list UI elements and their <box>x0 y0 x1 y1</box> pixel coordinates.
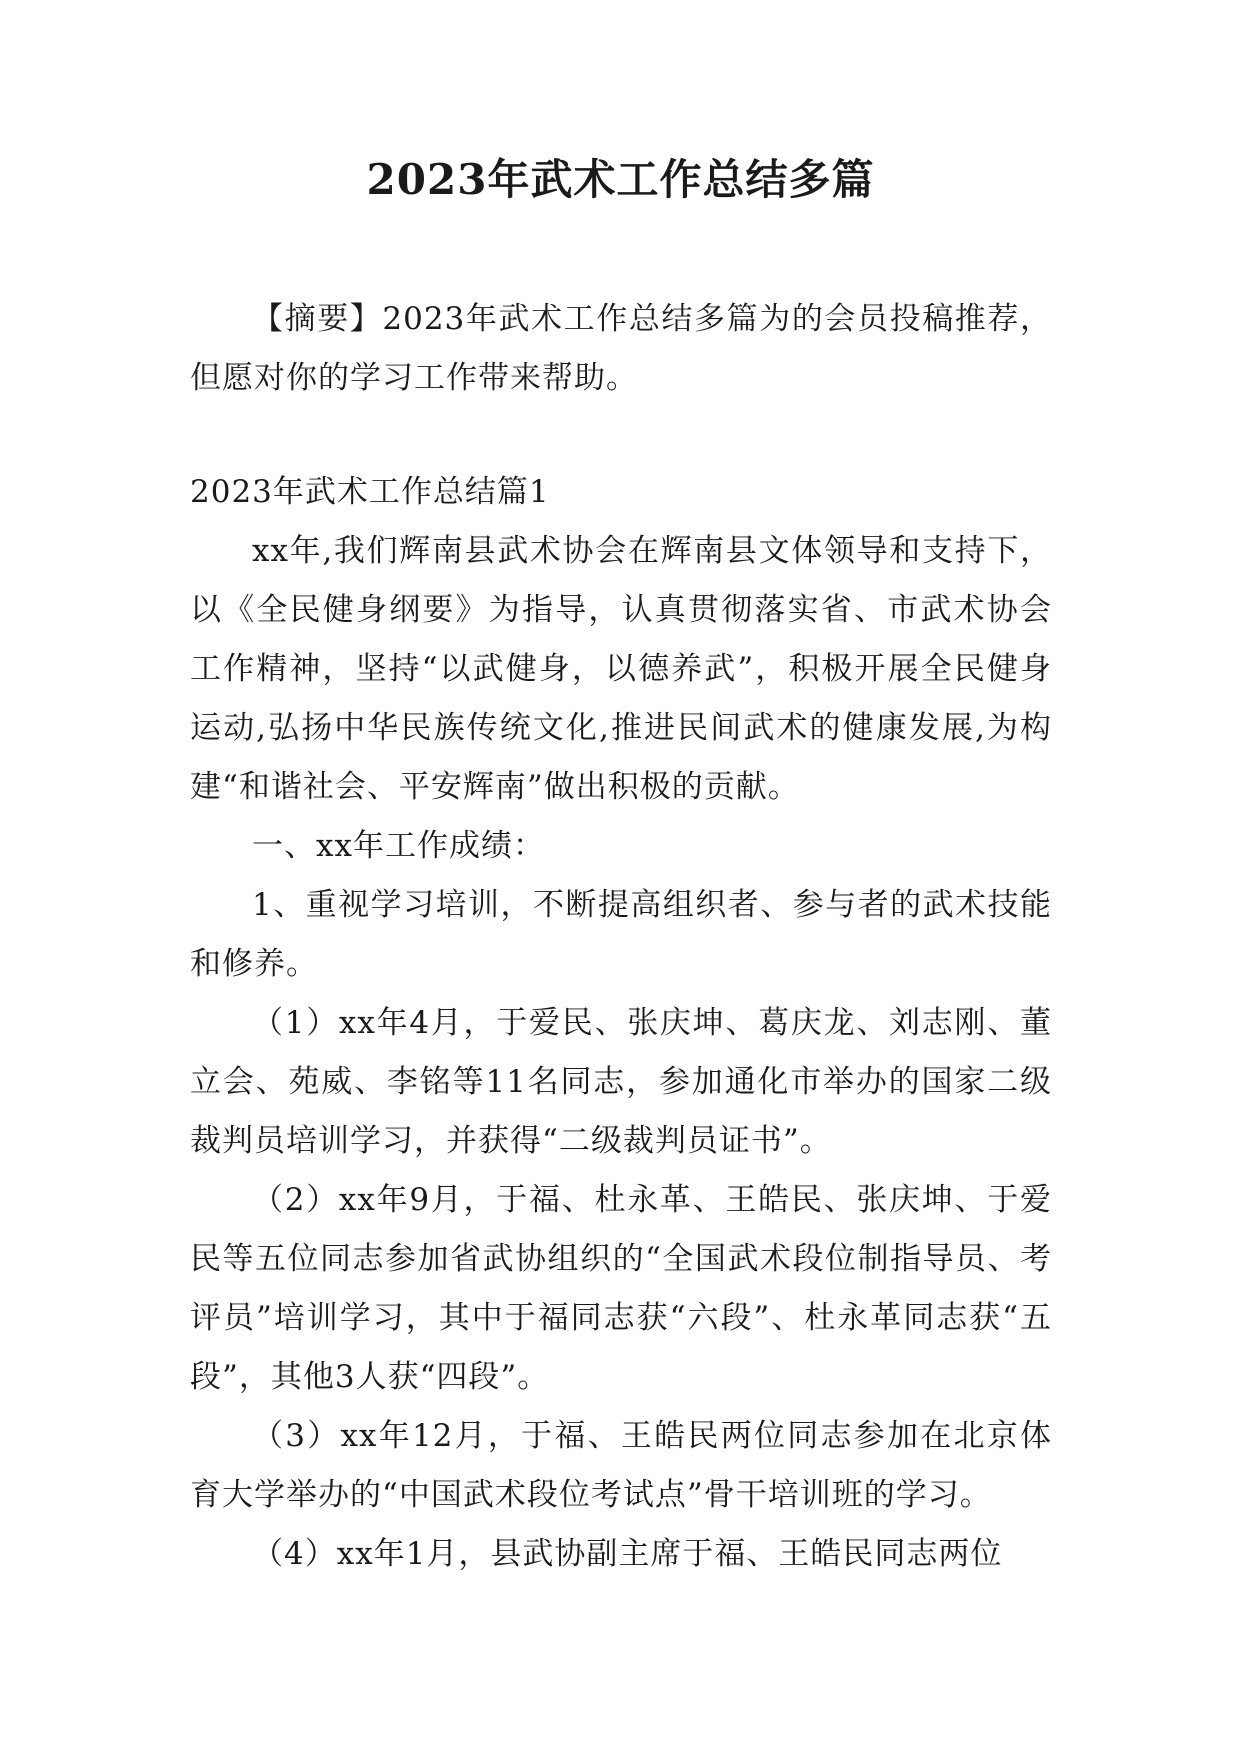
paragraph: （1）xx年4月，于爱民、张庆坤、葛庆龙、刘志刚、董立会、苑威、李铭等11名同志，参加通化市举办的国家二级裁判员培训学习，并获得“二级裁判员证书”。 <box>190 1005 1052 1159</box>
paragraph: （3）xx年12月，于福、王皓民两位同志参加在北京体育大学举办的“中国武术段位考试点”骨干培训班的学习。 <box>190 1418 1052 1513</box>
section-heading: 2023年武术工作总结篇1 <box>190 474 550 510</box>
abstract-block <box>190 290 1052 408</box>
document-title: 2023年武术工作总结多篇 <box>366 155 875 204</box>
paragraph: （2）xx年9月，于福、杜永革、王皓民、张庆坤、于爱民等五位同志参加省武协组织的“全国武术段位制指导员、考评员”培训学习，其中于福同志获“六段”、杜永革同志获“五段”，其他3人获“四段”。 <box>190 1182 1052 1395</box>
paragraph: （4）xx年1月，县武协副主席于福、王皓民同志两位 <box>252 1536 1003 1572</box>
paragraph: xx年,我们辉南县武术协会在辉南县文体领导和支持下，以《全民健身纲要》为指导，认真贯彻落实省、市武术协会工作精神，坚持“以武健身，以德养武”，积极开展全民健身运动,弘扬中华民族传统文化,推进民间武术的健康发展,为构建“和谐社会、平安辉南”做出积极的贡献。 <box>190 533 1052 805</box>
abstract-text: 【摘要】2023年武术工作总结多篇为的会员投稿推荐，但愿对你的学习工作带来帮助。 <box>190 301 1052 396</box>
paragraph: 1、重视学习培训，不断提高组织者、参与者的武术技能和修养。 <box>190 887 1052 982</box>
content-block <box>190 463 1052 1584</box>
paragraph: 一、xx年工作成绩： <box>252 828 545 864</box>
